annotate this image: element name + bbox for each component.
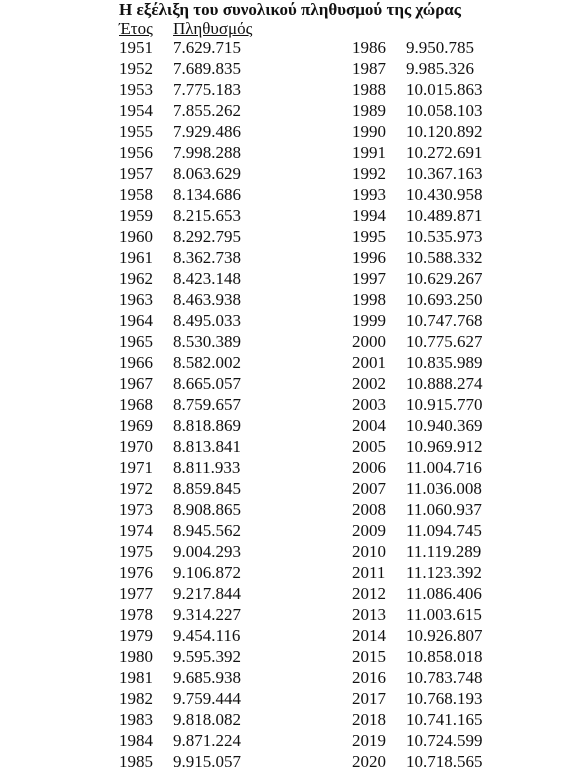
population-cell: 10.489.871 [406,206,483,225]
year-cell: 1995 [352,227,386,246]
population-cell: 8.423.148 [173,269,241,288]
table-row [119,583,241,604]
table-row [352,604,483,625]
table-row [352,373,483,394]
year-cell: 1970 [119,437,153,456]
table-row [352,499,483,520]
table-row [352,121,483,142]
year-cell: 1990 [352,122,386,141]
year-cell: 2014 [352,626,386,645]
population-cell: 8.134.686 [173,185,241,204]
population-cell: 7.998.288 [173,143,241,162]
year-cell: 1967 [119,374,153,393]
population-cell: 8.292.795 [173,227,241,246]
population-cell: 9.454.116 [173,626,241,645]
year-cell: 2008 [352,500,386,519]
table-row [352,226,483,247]
population-cell: 10.724.599 [406,731,483,750]
population-cell: 10.120.892 [406,122,483,141]
year-cell: 1992 [352,164,386,183]
year-cell: 1997 [352,269,386,288]
year-cell: 1986 [352,38,386,57]
table-row [352,583,483,604]
table-row [352,58,483,79]
year-cell: 1975 [119,542,153,561]
year-cell: 1952 [119,59,153,78]
year-cell: 1994 [352,206,386,225]
population-cell: 9.106.872 [173,563,241,582]
table-row [352,394,483,415]
population-cell: 11.123.392 [406,563,482,582]
population-cell: 8.813.841 [173,437,241,456]
population-cell: 11.003.615 [406,605,482,624]
table-row [352,478,483,499]
year-cell: 1983 [119,710,153,729]
year-cell: 1961 [119,248,153,267]
population-cell: 7.929.486 [173,122,241,141]
table-row [119,478,241,499]
year-cell: 2005 [352,437,386,456]
table-row [352,751,483,772]
year-cell: 2011 [352,563,386,582]
year-cell: 2009 [352,521,386,540]
table-row [352,415,483,436]
year-cell: 1955 [119,122,153,141]
year-cell: 1968 [119,395,153,414]
table-row [119,667,241,688]
table-row [119,58,241,79]
table-row [352,520,483,541]
table-row [119,394,241,415]
population-cell: 9.595.392 [173,647,241,666]
year-cell: 1987 [352,59,386,78]
year-cell: 2003 [352,395,386,414]
population-cell: 9.759.444 [173,689,241,708]
table-row [119,562,241,583]
table-row [352,541,483,562]
population-cell: 10.693.250 [406,290,483,309]
year-cell: 1991 [352,143,386,162]
year-cell: 1964 [119,311,153,330]
population-cell: 10.588.332 [406,248,483,267]
population-cell: 9.004.293 [173,542,241,561]
table-row [352,268,483,289]
year-cell: 1971 [119,458,153,477]
population-cell: 11.094.745 [406,521,482,540]
population-cell: 9.217.844 [173,584,241,603]
population-cell: 8.811.933 [173,458,241,477]
table-row [119,751,241,772]
table-row [352,310,483,331]
table-row [352,205,483,226]
year-cell: 1973 [119,500,153,519]
population-cell: 8.908.865 [173,500,241,519]
population-cell: 8.063.629 [173,164,241,183]
table-row [352,436,483,457]
document-title: Η εξέλιξη του συνολικού πληθυσμού της χώρας [119,0,461,19]
left-data-column [119,37,241,772]
population-cell: 10.915.770 [406,395,483,414]
table-row [352,646,483,667]
table-row [352,163,483,184]
population-cell: 8.945.562 [173,521,241,540]
year-cell: 1984 [119,731,153,750]
population-cell: 8.759.657 [173,395,241,414]
table-row [119,184,241,205]
table-row [119,709,241,730]
year-cell: 2018 [352,710,386,729]
year-cell: 2017 [352,689,386,708]
population-cell: 9.950.785 [406,38,474,57]
population-cell: 8.362.738 [173,248,241,267]
table-row [119,373,241,394]
table-row [352,730,483,751]
table-row [119,142,241,163]
population-cell: 10.888.274 [406,374,483,393]
table-row [119,352,241,373]
year-cell: 1978 [119,605,153,624]
population-cell: 8.215.653 [173,206,241,225]
year-cell: 1958 [119,185,153,204]
population-cell: 8.665.057 [173,374,241,393]
year-cell: 1981 [119,668,153,687]
table-row [119,100,241,121]
table-row [119,457,241,478]
table-row [119,289,241,310]
year-cell: 1998 [352,290,386,309]
year-cell: 1982 [119,689,153,708]
year-cell: 2001 [352,353,386,372]
population-cell: 10.940.369 [406,416,483,435]
table-row [352,142,483,163]
table-row [119,226,241,247]
year-cell: 1951 [119,38,153,57]
population-cell: 11.036.008 [406,479,482,498]
year-cell: 1957 [119,164,153,183]
population-cell: 10.969.912 [406,437,483,456]
table-row [352,667,483,688]
population-cell: 10.747.768 [406,311,483,330]
table-row [352,79,483,100]
population-cell: 10.835.989 [406,353,483,372]
population-cell: 10.058.103 [406,101,483,120]
table-row [119,205,241,226]
population-cell: 9.985.326 [406,59,474,78]
year-cell: 1962 [119,269,153,288]
table-row [119,79,241,100]
table-row [119,121,241,142]
population-cell: 10.718.565 [406,752,483,771]
year-cell: 1966 [119,353,153,372]
year-cell: 2004 [352,416,386,435]
year-cell: 1965 [119,332,153,351]
population-cell: 10.783.748 [406,668,483,687]
table-row [119,499,241,520]
table-row [352,100,483,121]
table-row [119,436,241,457]
table-row [119,730,241,751]
year-cell: 1988 [352,80,386,99]
table-row [352,352,483,373]
table-row [352,247,483,268]
population-cell: 10.768.193 [406,689,483,708]
year-cell: 1999 [352,311,386,330]
year-cell: 2015 [352,647,386,666]
table-row [119,604,241,625]
year-cell: 1959 [119,206,153,225]
table-row [352,688,483,709]
population-column-header: Πληθυσμός [173,19,253,38]
table-row [352,562,483,583]
table-row [119,268,241,289]
population-cell: 9.871.224 [173,731,241,750]
year-cell: 1977 [119,584,153,603]
right-data-column [352,37,483,772]
population-cell: 7.689.835 [173,59,241,78]
population-cell: 9.685.938 [173,668,241,687]
table-row [119,688,241,709]
year-cell: 2012 [352,584,386,603]
year-cell: 1993 [352,185,386,204]
table-row [119,520,241,541]
year-cell: 1960 [119,227,153,246]
table-row [119,163,241,184]
year-cell: 2016 [352,668,386,687]
population-cell: 9.915.057 [173,752,241,771]
population-cell: 10.858.018 [406,647,483,666]
table-row [352,709,483,730]
year-cell: 2007 [352,479,386,498]
table-row [119,415,241,436]
population-cell: 10.430.958 [406,185,483,204]
table-row [352,457,483,478]
table-row [352,331,483,352]
table-row [119,646,241,667]
population-cell: 10.741.165 [406,710,483,729]
year-cell: 2013 [352,605,386,624]
table-row [352,184,483,205]
population-cell: 9.314.227 [173,605,241,624]
population-cell: 8.495.033 [173,311,241,330]
population-cell: 10.775.627 [406,332,483,351]
table-row [119,541,241,562]
year-cell: 2006 [352,458,386,477]
year-cell: 2000 [352,332,386,351]
year-column-header: Έτος [119,19,153,38]
year-cell: 1989 [352,101,386,120]
population-cell: 11.086.406 [406,584,482,603]
population-cell: 11.004.716 [406,458,482,477]
table-row [119,310,241,331]
table-row [352,289,483,310]
table-row [352,625,483,646]
year-cell: 1954 [119,101,153,120]
table-row [119,625,241,646]
year-cell: 2002 [352,374,386,393]
population-cell: 8.463.938 [173,290,241,309]
year-cell: 1972 [119,479,153,498]
year-cell: 1969 [119,416,153,435]
year-cell: 1996 [352,248,386,267]
year-cell: 2019 [352,731,386,750]
year-cell: 1974 [119,521,153,540]
table-row [119,331,241,352]
year-cell: 1979 [119,626,153,645]
year-cell: 1985 [119,752,153,771]
population-cell: 8.530.389 [173,332,241,351]
population-cell: 10.272.691 [406,143,483,162]
year-cell: 1956 [119,143,153,162]
population-cell: 8.582.002 [173,353,241,372]
year-cell: 1963 [119,290,153,309]
population-cell: 9.818.082 [173,710,241,729]
population-cell: 7.855.262 [173,101,241,120]
population-cell: 10.367.163 [406,164,483,183]
year-cell: 1953 [119,80,153,99]
population-cell: 10.015.863 [406,80,483,99]
population-cell: 10.926.807 [406,626,483,645]
table-row [352,37,483,58]
year-cell: 2020 [352,752,386,771]
population-cell: 10.629.267 [406,269,483,288]
table-row [119,247,241,268]
population-cell: 7.629.715 [173,38,241,57]
population-cell: 8.818.869 [173,416,241,435]
year-cell: 1976 [119,563,153,582]
table-row [119,37,241,58]
population-cell: 10.535.973 [406,227,483,246]
population-cell: 11.119.289 [406,542,482,561]
population-cell: 11.060.937 [406,500,482,519]
population-cell: 7.775.183 [173,80,241,99]
population-cell: 8.859.845 [173,479,241,498]
year-cell: 2010 [352,542,386,561]
year-cell: 1980 [119,647,153,666]
